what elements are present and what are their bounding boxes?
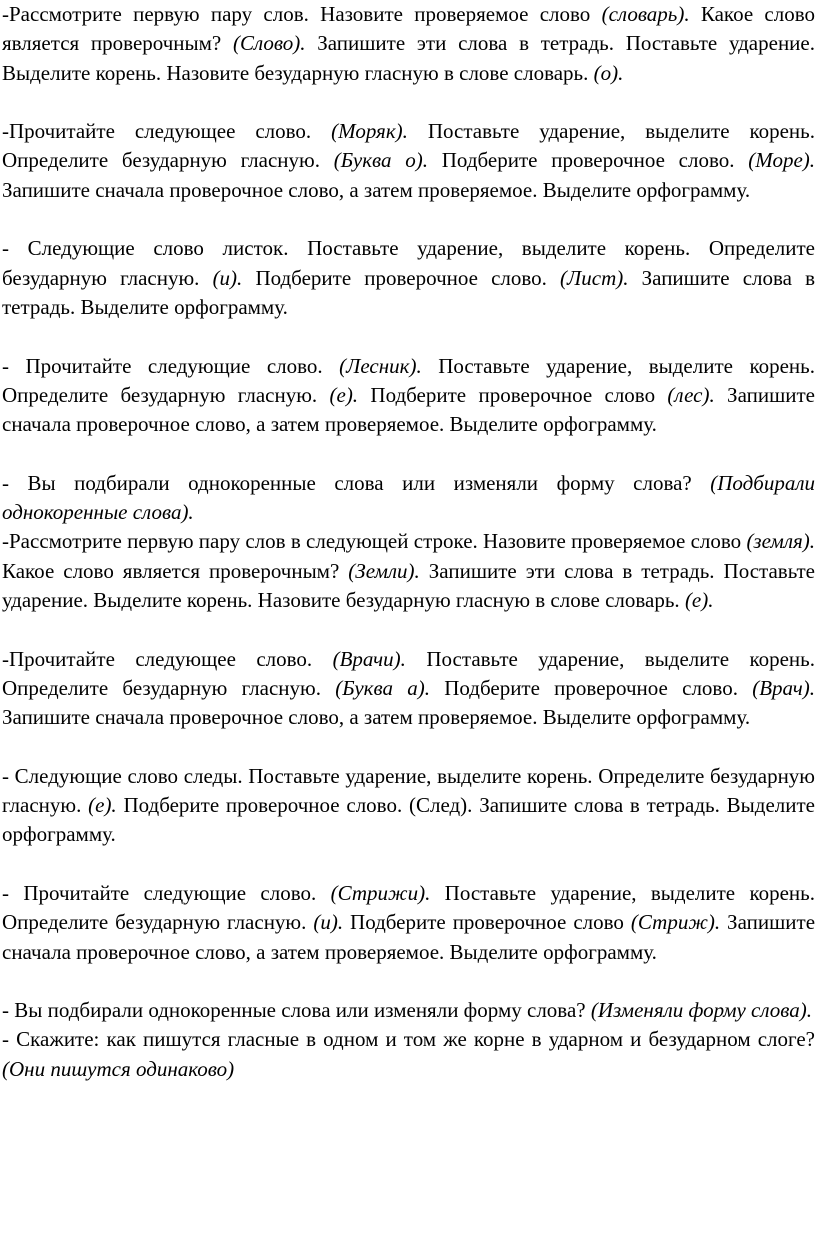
instruction-text: - Вы подбирали однокоренные слова или изменяли форму слова? [2, 470, 711, 495]
instruction-text: Подберите проверочное слово [358, 382, 668, 407]
paragraph-9 [2, 879, 815, 967]
answer-text: (Море). [748, 148, 816, 173]
answer-text: (Буква а). [335, 675, 430, 700]
instruction-text: Запишите сначала проверочное слово, а затем проверяемое. Выделите орфограмму. [2, 177, 751, 202]
instruction-text: Запишите сначала проверочное слово, а затем проверяемое. Выделите орфограмму. [2, 382, 815, 437]
answer-text: (Подбирали однокоренные слова). [2, 470, 815, 525]
paragraph-gap [2, 88, 815, 117]
paragraph-2 [2, 117, 815, 205]
instruction-text: Поставьте ударение, выделите корень. Определите безударную гласную. [2, 880, 815, 935]
answer-text: (Земли). [348, 558, 420, 583]
answer-text: (и). [212, 265, 243, 290]
answer-text: (Лесник). [339, 353, 422, 378]
paragraph-gap [2, 205, 815, 234]
answer-text: (Слово). [232, 31, 306, 56]
instruction-text: - Скажите: как пишутся гласные в одном и том же корне в ударном и безударном слоге? [2, 1027, 815, 1052]
paragraph-7 [2, 645, 815, 733]
instruction-text: Поставьте ударение, выделите корень. Определите безударную гласную. [2, 646, 815, 700]
instruction-text: Подберите проверочное слово [343, 910, 631, 935]
answer-text: (словарь). [601, 2, 690, 26]
instruction-text: Какое слово является проверочным? [2, 558, 349, 583]
instruction-text: - Вы подбирали однокоренные слова или изменяли форму слова? [2, 998, 591, 1023]
answer-text: (о). [593, 60, 624, 85]
paragraph-10 [2, 996, 815, 1025]
instruction-text: Подберите проверочное слово. [428, 148, 749, 173]
answer-text: (Врач). [752, 675, 816, 700]
instruction-text: Запишите эти слова в тетрадь. Поставьте ударение. Выделите корень. Назовите безударную гласную в слове словарь. [2, 558, 815, 612]
answer-text: (е). [88, 793, 117, 818]
instruction-text: Поставьте ударение, выделите корень. Определите безударную гласную. [2, 119, 815, 173]
instruction-text: Подберите проверочное слово. [242, 265, 561, 290]
paragraph-gap [2, 732, 815, 761]
paragraph-11 [2, 1025, 815, 1084]
instruction-text: - Следующие слово листок. Поставьте ударение, выделите корень. Определите безударную гласную. [2, 236, 815, 290]
instruction-text: Запишите слова в тетрадь. Выделите орфограмму. [2, 265, 816, 319]
instruction-text: Запишите эти слова в тетрадь. Поставьте ударение. Выделите корень. Назовите безударную гласную в слове словарь. [2, 31, 815, 85]
instruction-text: Поставьте ударение, выделите корень. Определите безударную гласную. [2, 353, 815, 407]
paragraph-4 [2, 352, 815, 440]
paragraph-gap [2, 967, 815, 996]
answer-text: (и). [313, 910, 344, 935]
instruction-text: Какое слово является проверочным? [2, 2, 815, 56]
instruction-text: Подберите проверочное слово. (След). Запишите слова в тетрадь. Выделите орфограмму. [2, 793, 815, 847]
answer-text: (Врачи). [332, 646, 406, 671]
answer-text: (Буква о). [333, 148, 428, 173]
answer-text: (е). [684, 587, 714, 612]
instruction-text: Подберите проверочное слово. [429, 675, 753, 700]
paragraph-1 [2, 0, 815, 88]
instruction-text: -Рассмотрите первую пару слов. Назовите проверяемое слово [2, 2, 602, 26]
instruction-text: -Рассмотрите первую пару слов в следующей строке. Назовите проверяемое слово [2, 529, 747, 554]
instruction-text: - Следующие слово следы. Поставьте ударение, выделите корень. Определите безударную гласную. [2, 763, 815, 818]
paragraph-6 [2, 527, 815, 615]
paragraph-gap [2, 322, 815, 351]
answer-text: (Изменяли форму слова). [590, 998, 812, 1023]
answer-text: (лес). [667, 382, 715, 407]
answer-text: (Стриж). [630, 910, 721, 935]
answer-text: (Они пишутся одинаково) [2, 1056, 235, 1081]
paragraph-5 [2, 469, 815, 528]
paragraph-gap [2, 850, 815, 879]
instruction-text: -Прочитайте следующее слово. [2, 119, 332, 144]
paragraph-3 [2, 234, 815, 322]
instruction-text: -Прочитайте следующее слово. [2, 646, 333, 671]
instruction-text: - Прочитайте следующие слово. [2, 880, 331, 905]
instruction-text: Запишите сначала проверочное слово, а затем проверяемое. Выделите орфограмму. [2, 910, 816, 964]
paragraph-gap [2, 439, 815, 468]
instruction-text: Запишите сначала проверочное слово, а затем проверяемое. Выделите орфограмму. [2, 705, 751, 730]
instruction-text: - Прочитайте следующие слово. [2, 353, 340, 378]
paragraph-gap [2, 615, 815, 644]
answer-text: (Стрижи). [330, 880, 431, 905]
paragraph-8 [2, 762, 815, 850]
answer-text: (Моряк). [331, 119, 408, 144]
answer-text: (земля). [746, 529, 815, 554]
answer-text: (е). [329, 382, 359, 407]
answer-text: (Лист). [560, 265, 629, 290]
